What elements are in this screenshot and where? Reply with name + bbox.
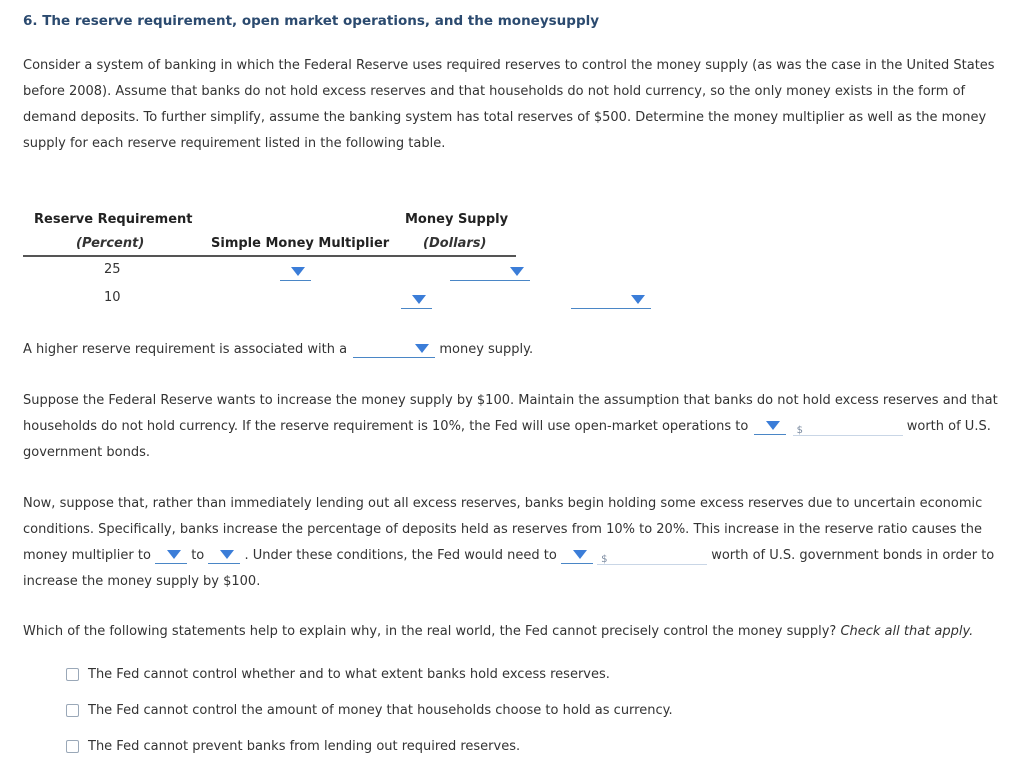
fed-increase-text: households do not hold currency. If the reserve requirement is 10%, the Fed will use open-market operations to: [23, 419, 749, 434]
excess-reserves-text: . Under these conditions, the Fed would need to: [244, 548, 557, 563]
chevron-down-icon: [510, 267, 524, 276]
dollar-sign: $: [796, 425, 803, 436]
intro-line: demand deposits. To further simplify, assume the banking system has total reserves of $500. Determine the money multiplier as well as the money: [23, 110, 987, 125]
option-item[interactable]: [66, 739, 520, 757]
chevron-down-icon: [167, 550, 181, 559]
checkbox[interactable]: [66, 704, 79, 717]
intro-line: Consider a system of banking in which the Federal Reserve uses required reserves to control the money supply (as was the case in the United States: [23, 58, 995, 73]
chevron-down-icon: [766, 421, 780, 430]
excess-reserves-line: increase the money supply by $100.: [23, 574, 261, 589]
multiplier-dropdown-row-1[interactable]: [280, 264, 311, 281]
col-reserve-header: Reserve Requirement: [34, 212, 193, 227]
fed-bonds-amount-field-2[interactable]: [597, 546, 707, 565]
reserve-value: 10: [104, 290, 121, 305]
option-item[interactable]: [66, 667, 610, 685]
excess-reserves-text: to: [191, 548, 205, 563]
multiplier-to-dropdown[interactable]: [208, 547, 240, 564]
checkbox[interactable]: [66, 668, 79, 681]
intro-paragraph: [23, 53, 1003, 157]
higher-requirement-suffix: money supply.: [439, 342, 534, 357]
excess-reserves-paragraph: [23, 491, 1003, 595]
money-supply-dropdown-row-1[interactable]: [450, 264, 530, 281]
reserve-value: 25: [104, 262, 121, 277]
fed-bonds-amount-field[interactable]: [793, 417, 903, 436]
fed-bonds-amount-input-2[interactable]: [613, 546, 709, 564]
question-title: 6. The reserve requirement, open market operations, and the moneysupply: [23, 13, 600, 29]
check-question: [23, 619, 1003, 645]
checkbox[interactable]: [66, 740, 79, 753]
chevron-down-icon: [573, 550, 587, 559]
fed-increase-paragraph: [23, 388, 1003, 466]
multiplier-from-dropdown[interactable]: [155, 547, 187, 564]
excess-reserves-line: Now, suppose that, rather than immediately lending out all excess reserves, banks begin holding some excess reserves due to uncertain economic: [23, 496, 983, 511]
check-question-text: Which of the following statements help to explain why, in the real world, the Fed cannot precisely control the money supply?: [23, 624, 837, 639]
option-label: The Fed cannot control the amount of money that households choose to hold as currency.: [88, 703, 673, 718]
option-item[interactable]: [66, 703, 673, 721]
excess-reserves-line: conditions. Specifically, banks increase the percentage of deposits held as reserves from 10% to 20%. This increase in the reserve ratio causes the: [23, 522, 982, 537]
fed-bonds-amount-input[interactable]: [809, 417, 905, 435]
fed-action-dropdown-2[interactable]: [561, 547, 593, 564]
col-reserve-subheader: (Percent): [76, 236, 145, 251]
option-label: The Fed cannot prevent banks from lending out required reserves.: [88, 739, 521, 754]
fed-increase-suffix: worth of U.S.: [906, 419, 991, 434]
col-money-supply-subheader: (Dollars): [423, 236, 487, 251]
check-question-hint: Check all that apply.: [840, 624, 974, 639]
chevron-down-icon: [291, 267, 305, 276]
higher-requirement-sentence: [23, 337, 1003, 363]
table-header-rule: [23, 255, 516, 257]
fed-increase-line: Suppose the Federal Reserve wants to increase the money supply by $100. Maintain the assumption that banks do not hold excess reserves and that: [23, 393, 998, 408]
excess-reserves-text: money multiplier to: [23, 548, 151, 563]
chevron-down-icon: [631, 295, 645, 304]
chevron-down-icon: [220, 550, 234, 559]
higher-requirement-text: A higher reserve requirement is associated with a: [23, 342, 348, 357]
col-multiplier-header: Simple Money Multiplier: [211, 236, 390, 251]
money-supply-dropdown-row-2[interactable]: [571, 292, 651, 309]
intro-line: before 2008). Assume that banks do not hold excess reserves and that households do not hold currency, so the only money exists in the form of: [23, 84, 966, 99]
chevron-down-icon: [415, 344, 429, 353]
fed-increase-line: government bonds.: [23, 445, 150, 460]
multiplier-dropdown-row-2[interactable]: [401, 292, 432, 309]
col-money-supply-header: Money Supply: [405, 212, 509, 227]
intro-line: supply for each reserve requirement listed in the following table.: [23, 136, 446, 151]
fed-action-dropdown[interactable]: [754, 418, 786, 435]
higher-requirement-dropdown[interactable]: [353, 341, 435, 358]
option-label: The Fed cannot control whether and to what extent banks hold excess reserves.: [88, 667, 610, 682]
dollar-sign: $: [601, 554, 608, 565]
chevron-down-icon: [412, 295, 426, 304]
excess-reserves-suffix: worth of U.S. government bonds in order to: [711, 548, 995, 563]
